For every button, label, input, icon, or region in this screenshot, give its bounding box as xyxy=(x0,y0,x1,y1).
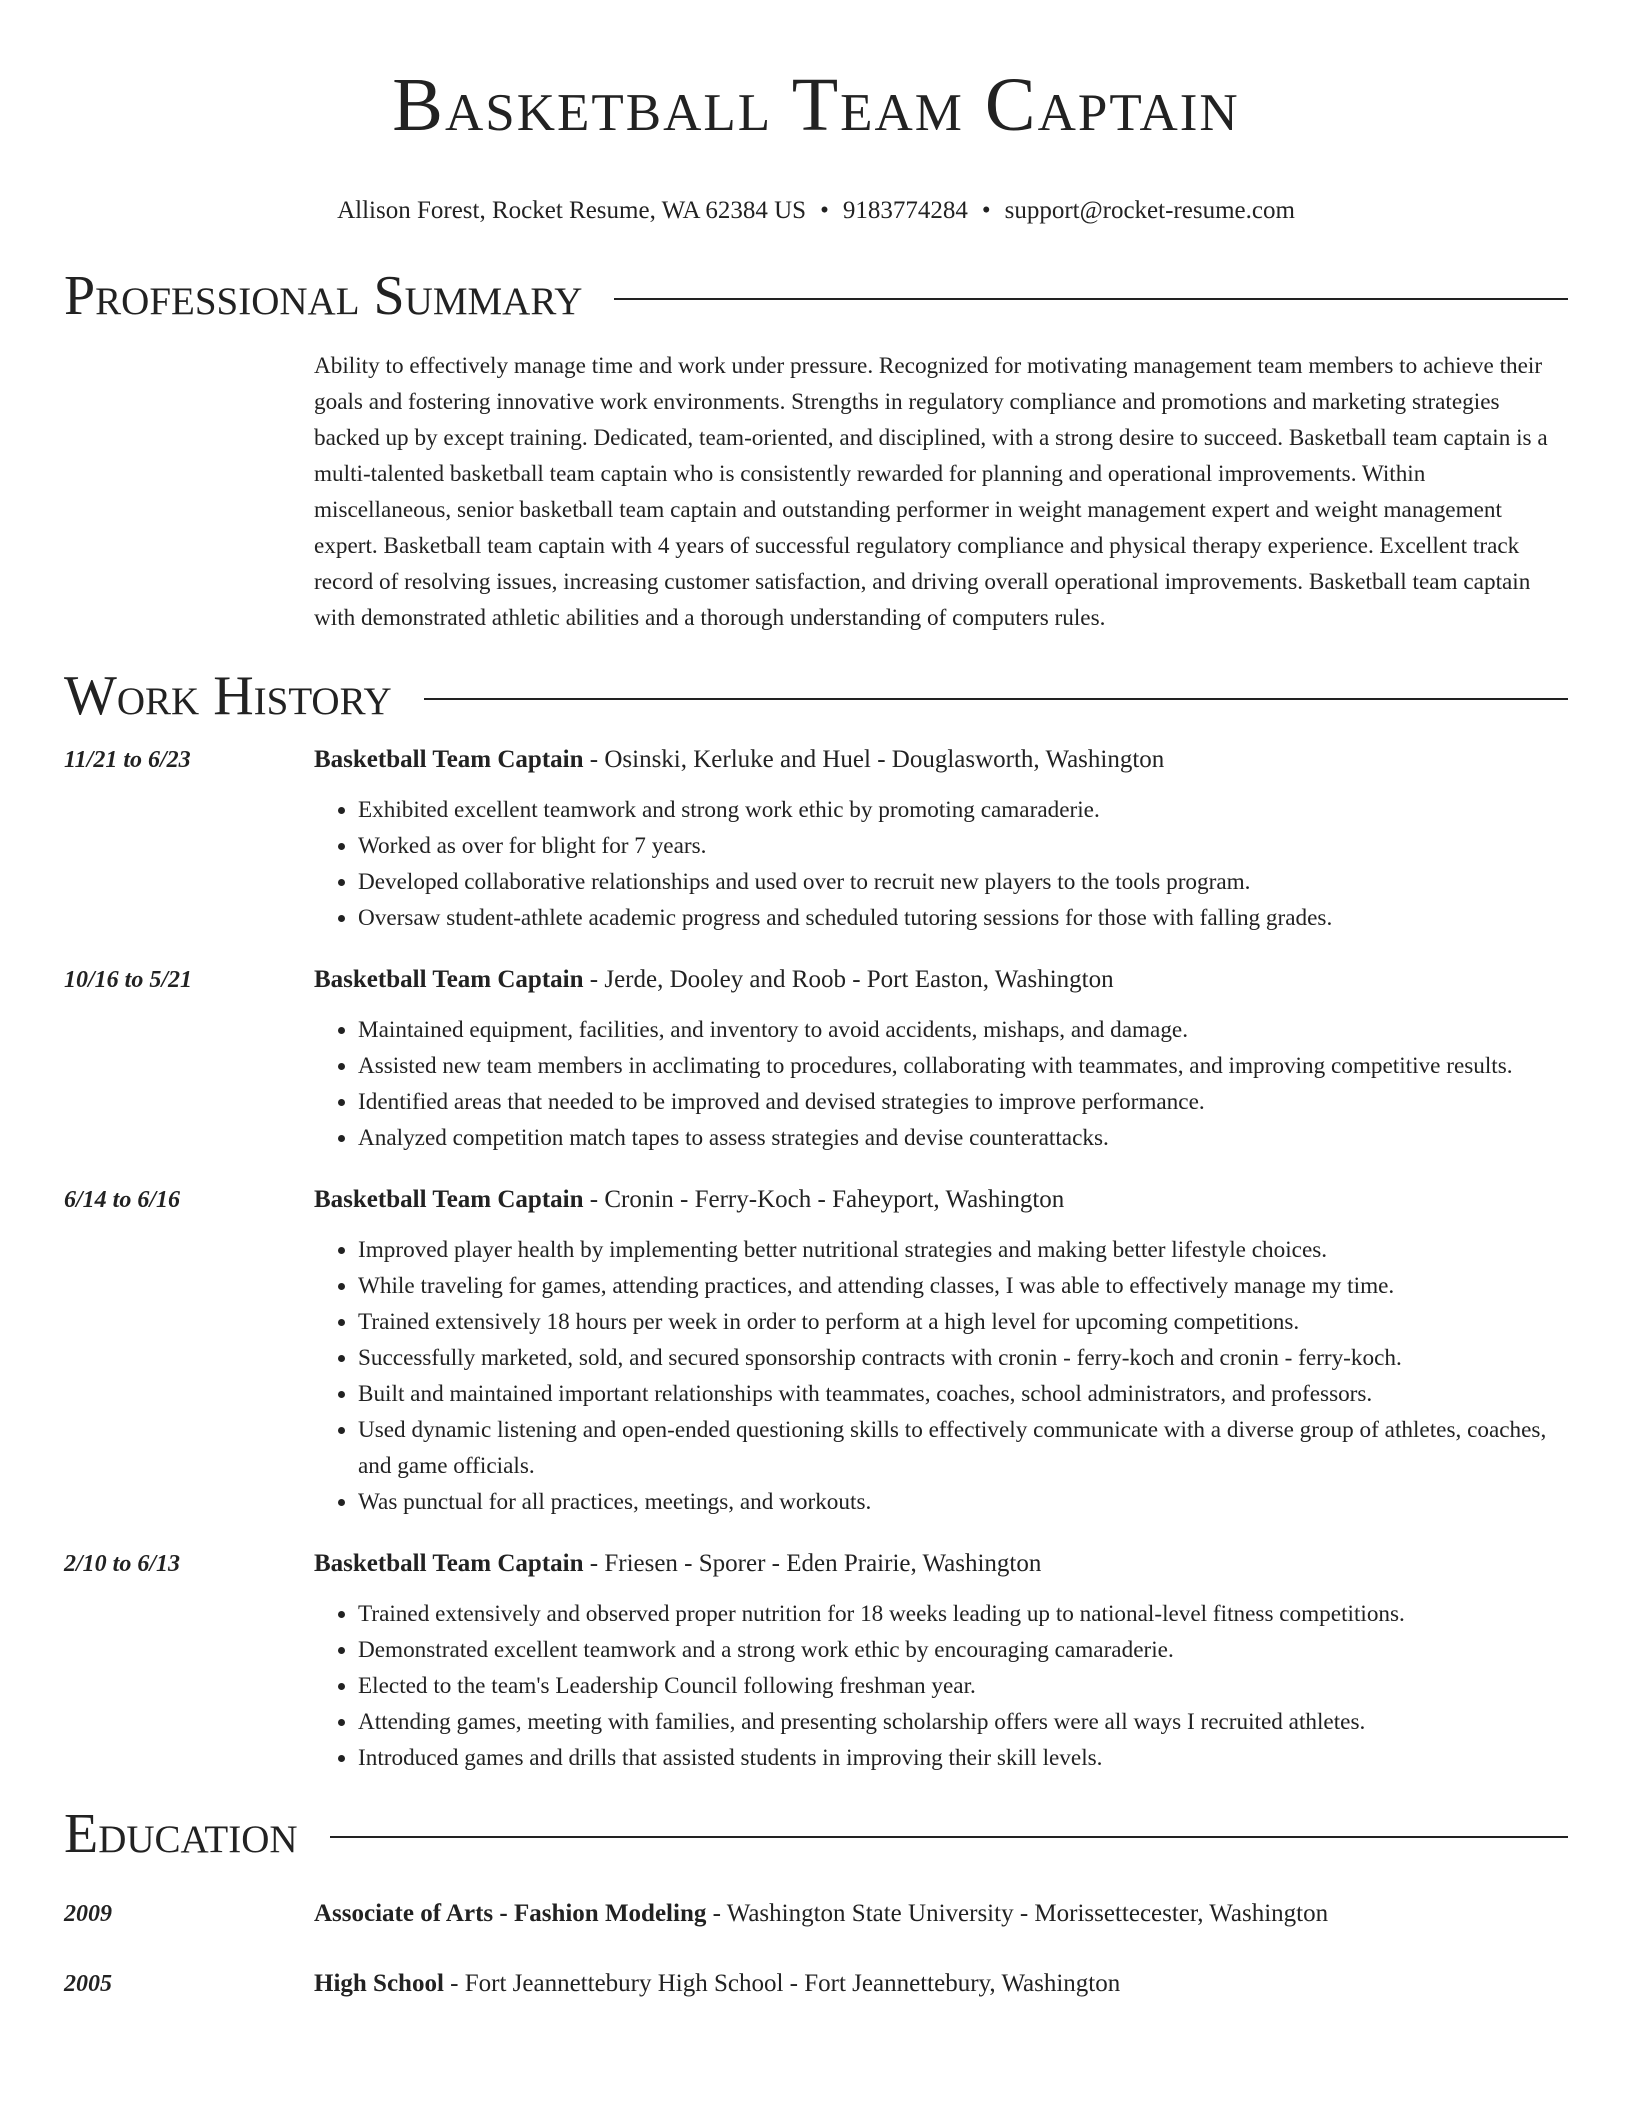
education-school: - Fort Jeannettebury High School - Fort Jeannettebury, Washington xyxy=(443,1970,1121,1997)
job-dates: 11/21 to 6/23 xyxy=(64,747,191,773)
education-degree: Associate of Arts - Fashion Modeling xyxy=(314,1900,707,1927)
job-title: Basketball Team Captain xyxy=(314,966,584,993)
education-entry xyxy=(64,1896,1568,1932)
job-bullets xyxy=(314,792,1568,936)
education-school: - Washington State University - Morissettecester, Washington xyxy=(706,1900,1329,1927)
job-body xyxy=(314,1546,1568,1776)
education-heading xyxy=(314,1966,1120,2002)
work-section-title: Work History xyxy=(64,665,392,727)
job-dates: 2/10 to 6/13 xyxy=(64,1551,181,1577)
job-entry xyxy=(64,962,1568,1156)
section-divider xyxy=(330,1836,1568,1838)
contact-separator: • xyxy=(820,197,829,224)
work-section-header xyxy=(64,664,1568,728)
contact-line xyxy=(64,196,1568,226)
job-bullet: • Trained extensively and observed proper nutrition for 18 weeks leading up to national-level fitness competitions. xyxy=(358,1596,1568,1632)
work-history-list xyxy=(64,742,1568,1776)
job-dates: 6/14 to 6/16 xyxy=(64,1187,181,1213)
job-employer: - Cronin - Ferry-Koch - Faheyport, Washington xyxy=(583,1186,1065,1213)
job-bullet: • Built and maintained important relationships with teammates, coaches, school administrators, and professors. xyxy=(358,1376,1568,1412)
job-heading xyxy=(314,1546,1568,1582)
summary-text: Ability to effectively manage time and work under pressure. Recognized for motivating management team members to achieve their goals and fostering innovative work environments. Strengths in regulatory compliance and promotions and marketing strategies backed up by except training. Dedicated, team-oriented, and disciplined, with a strong desire to succeed. Basketball team captain is a multi-talented basketball team captain who is consistently rewarded for planning and operational improvements. Within miscellaneous, senior basketball team captain and outstanding performer in weight management expert and weight management expert. Basketball team captain with 4 years of successful regulatory compliance and physical therapy experience. Excellent track record of resolving issues, increasing customer satisfaction, and driving overall operational improvements. Basketball team captain with demonstrated athletic abilities and a thorough understanding of computers rules. xyxy=(314,353,1548,631)
summary-section-header xyxy=(64,264,1568,328)
candidate-name: Basketball Team Captain xyxy=(392,63,1240,147)
job-bullet: • Developed collaborative relationships and used over to recruit new players to the tools program. xyxy=(358,864,1568,900)
job-body xyxy=(314,962,1568,1156)
job-bullet: • Improved player health by implementing better nutritional strategies and making better lifestyle choices. xyxy=(358,1232,1568,1268)
job-bullet: • While traveling for games, attending practices, and attending classes, I was able to effectively manage my time. xyxy=(358,1268,1568,1304)
job-employer: - Friesen - Sporer - Eden Prairie, Washington xyxy=(583,1550,1042,1577)
job-bullet: • Was punctual for all practices, meetings, and workouts. xyxy=(358,1484,1568,1520)
job-bullet: • Analyzed competition match tapes to assess strategies and devise counterattacks. xyxy=(358,1120,1568,1156)
education-degree: High School xyxy=(314,1970,444,1997)
education-section-title: Education xyxy=(64,1803,298,1865)
job-bullet: • Demonstrated excellent teamwork and a strong work ethic by encouraging camaraderie. xyxy=(358,1632,1568,1668)
job-bullets xyxy=(314,1596,1568,1776)
job-bullet: • Trained extensively 18 hours per week in order to perform at a high level for upcoming competitions. xyxy=(358,1304,1568,1340)
job-heading xyxy=(314,742,1568,778)
resume-header xyxy=(64,0,1568,226)
education-section-header xyxy=(64,1802,1568,1866)
contact-separator: • xyxy=(981,197,991,224)
contact-address: Allison Forest, Rocket Resume, WA 62384 US xyxy=(337,197,807,224)
education-date: 2005 xyxy=(64,1971,112,1997)
job-title: Basketball Team Captain xyxy=(314,1550,584,1577)
section-divider xyxy=(424,698,1568,700)
job-body xyxy=(314,1182,1568,1520)
job-entry xyxy=(64,1182,1568,1520)
job-employer: - Jerde, Dooley and Roob - Port Easton, Washington xyxy=(583,966,1114,993)
education-heading xyxy=(314,1896,1328,1932)
education-list xyxy=(64,1896,1568,2002)
job-bullet: • Assisted new team members in acclimating to procedures, collaborating with teammates, and improving competitive results. xyxy=(358,1048,1568,1084)
job-bullets xyxy=(314,1012,1568,1156)
section-divider xyxy=(614,298,1568,300)
job-body xyxy=(314,742,1568,936)
job-employer: - Osinski, Kerluke and Huel - Douglasworth, Washington xyxy=(583,746,1165,773)
job-bullet: • Elected to the team's Leadership Council following freshman year. xyxy=(358,1668,1568,1704)
job-heading xyxy=(314,1182,1568,1218)
job-bullet: • Introduced games and drills that assisted students in improving their skill levels. xyxy=(358,1740,1568,1776)
job-bullet: • Exhibited excellent teamwork and strong work ethic by promoting camaraderie. xyxy=(358,792,1568,828)
job-heading xyxy=(314,962,1568,998)
job-entry xyxy=(64,742,1568,936)
education-entry xyxy=(64,1966,1568,2002)
education-date: 2009 xyxy=(64,1901,112,1927)
job-title: Basketball Team Captain xyxy=(314,746,584,773)
job-bullet: • Successfully marketed, sold, and secured sponsorship contracts with cronin - ferry-koch and cronin - ferry-koch. xyxy=(358,1340,1568,1376)
job-bullet: • Oversaw student-athlete academic progress and scheduled tutoring sessions for those with falling grades. xyxy=(358,900,1568,936)
job-dates: 10/16 to 5/21 xyxy=(64,967,193,993)
job-title: Basketball Team Captain xyxy=(314,1186,584,1213)
job-bullet: • Used dynamic listening and open-ended questioning skills to effectively communicate with a diverse group of athletes, coaches, and game officials. xyxy=(358,1412,1568,1484)
job-bullet: • Identified areas that needed to be improved and devised strategies to improve performance. xyxy=(358,1084,1568,1120)
job-bullet: • Worked as over for blight for 7 years. xyxy=(358,828,1568,864)
job-bullet: • Maintained equipment, facilities, and inventory to avoid accidents, mishaps, and damage. xyxy=(358,1012,1568,1048)
contact-email: support@rocket-resume.com xyxy=(1004,197,1295,224)
summary-section-title: Professional Summary xyxy=(64,265,583,327)
job-entry xyxy=(64,1546,1568,1776)
job-bullets xyxy=(314,1232,1568,1520)
job-bullet: • Attending games, meeting with families, and presenting scholarship offers were all ways I recruited athletes. xyxy=(358,1704,1568,1740)
contact-phone: 9183774284 xyxy=(842,197,968,224)
